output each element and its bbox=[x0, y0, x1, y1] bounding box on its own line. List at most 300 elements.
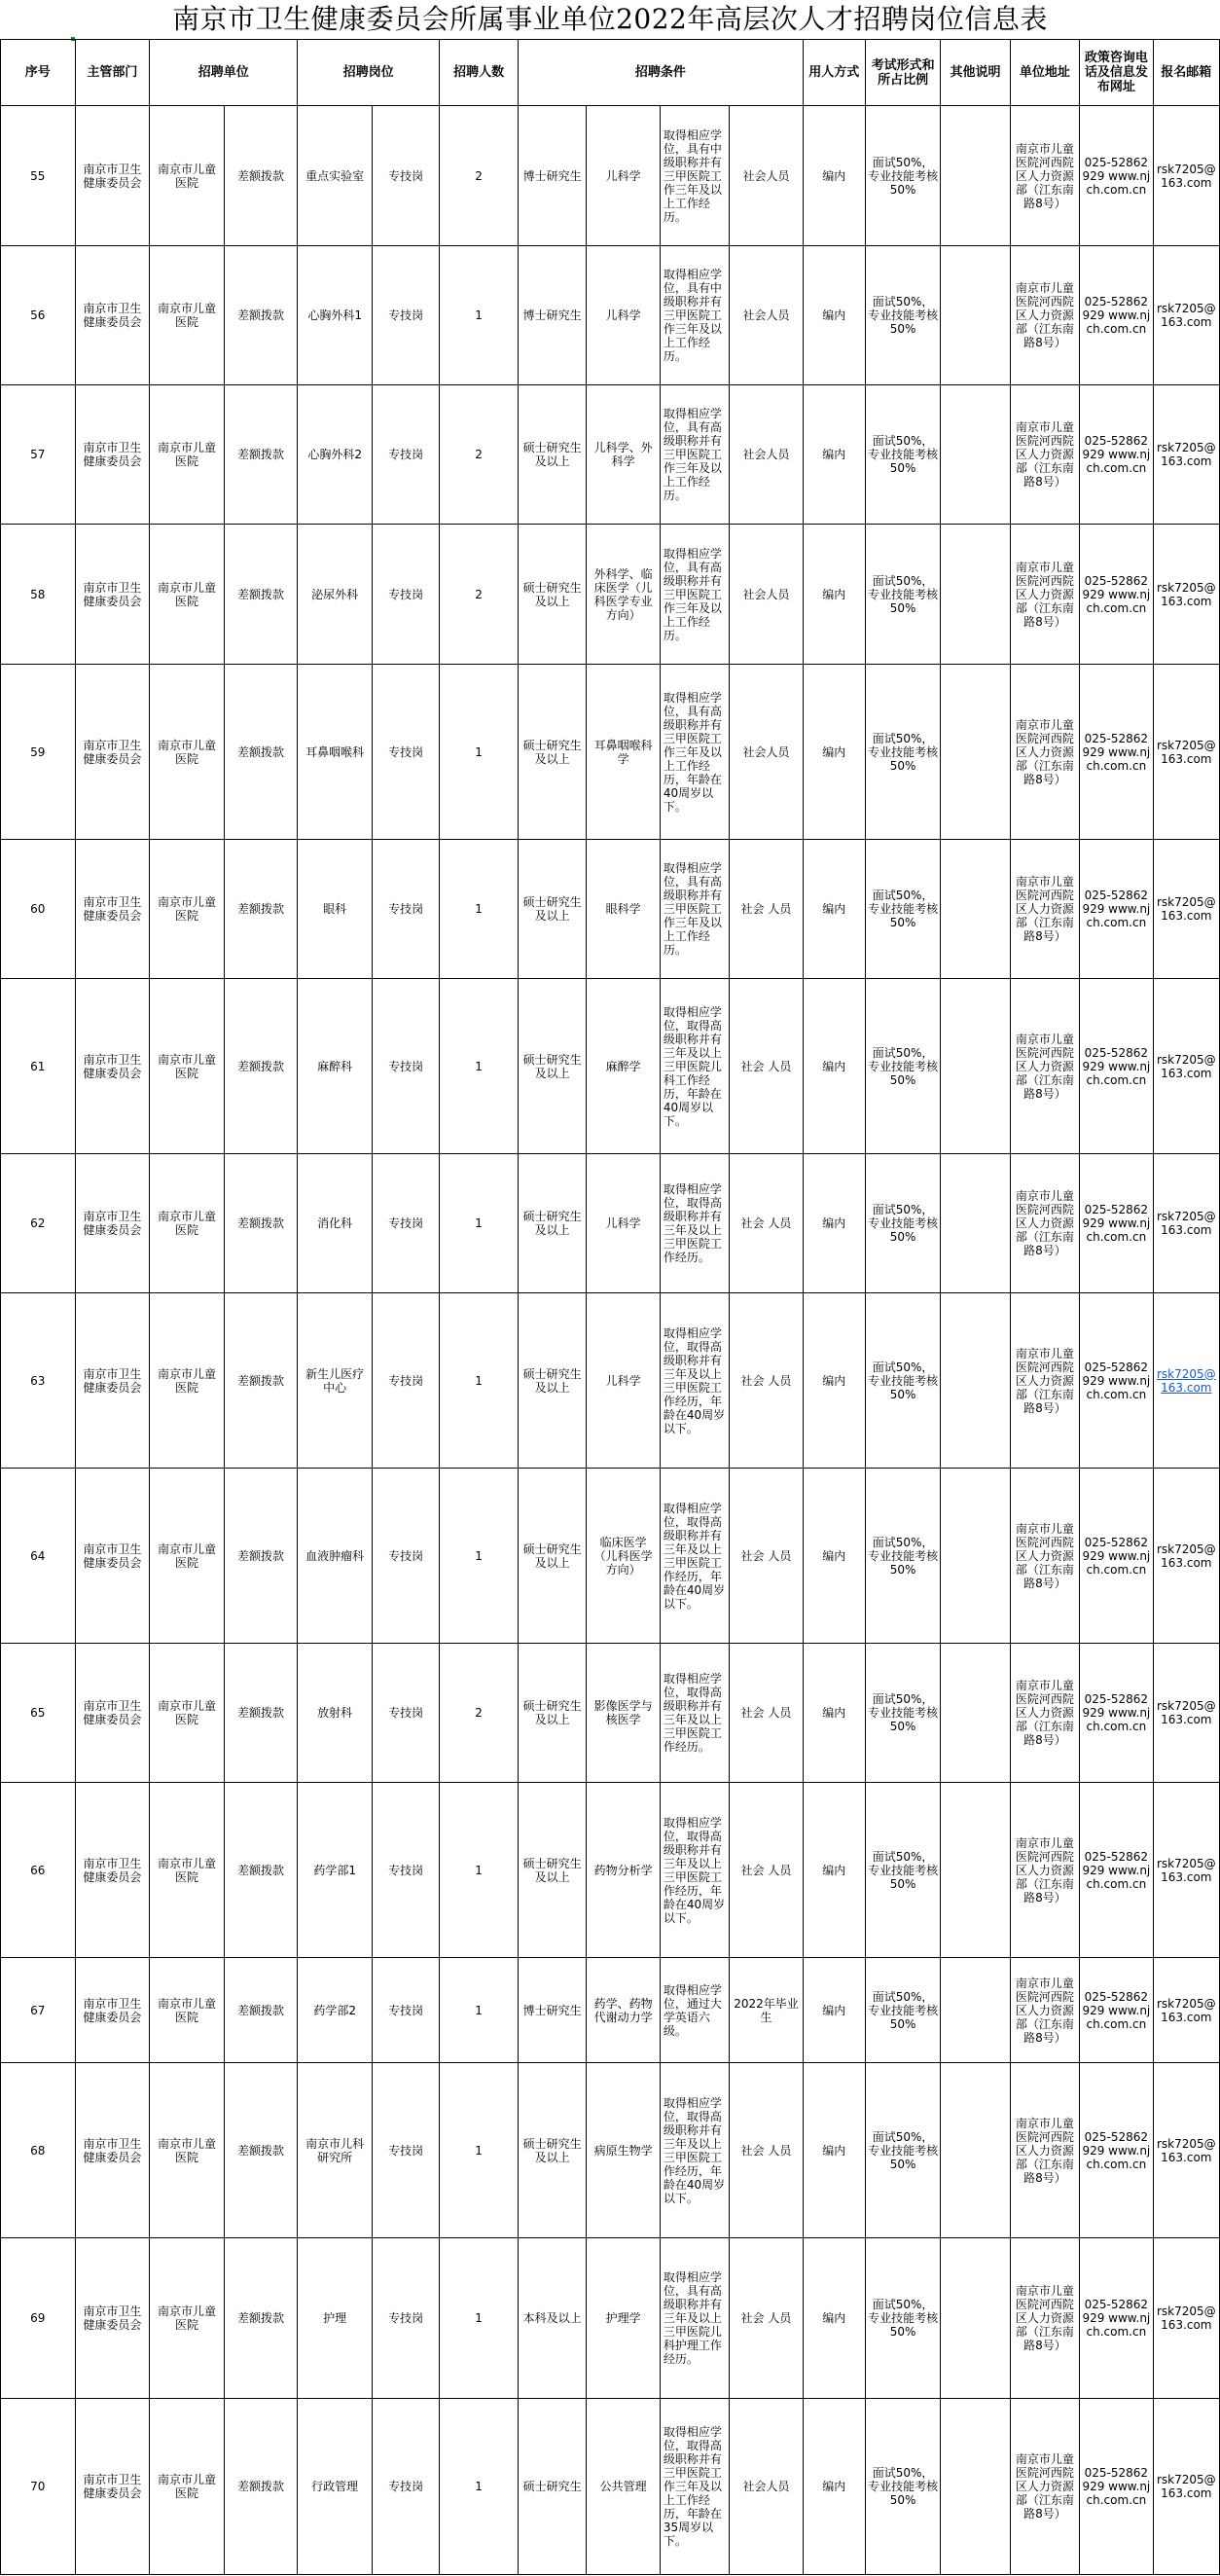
cell-target: 社会 人员 bbox=[730, 1293, 804, 1469]
cell-position: 心胸外科1 bbox=[298, 246, 373, 385]
cell-address: 南京市儿童医院河西院区人力资源部（江东南路8号） bbox=[1010, 1293, 1079, 1469]
header-email: 报名邮箱 bbox=[1153, 40, 1219, 106]
cell-dept: 南京市卫生健康委员会 bbox=[75, 106, 150, 246]
cell-position-type: 专技岗 bbox=[372, 1958, 439, 2063]
cell-education: 硕士研究生及以上 bbox=[519, 840, 587, 979]
cell-count: 2 bbox=[440, 1644, 519, 1783]
cell-address: 南京市儿童医院河西院区人力资源部（江东南路8号） bbox=[1010, 1469, 1079, 1644]
cell-dept: 南京市卫生健康委员会 bbox=[75, 1469, 150, 1644]
cell-education: 硕士研究生及以上 bbox=[519, 665, 587, 840]
cell-notes bbox=[941, 1154, 1010, 1293]
cell-position: 消化科 bbox=[298, 1154, 373, 1293]
cell-unit: 南京市儿童医院 bbox=[150, 385, 225, 525]
cell-funding: 差额拨款 bbox=[224, 2399, 298, 2575]
cell-target: 社会人员 bbox=[730, 525, 804, 665]
cell-education: 博士研究生 bbox=[519, 106, 587, 246]
cell-exam: 面试50%，专业技能考核50% bbox=[865, 1469, 941, 1644]
cell-method: 编内 bbox=[803, 385, 865, 525]
cell-major: 影像医学与核医学 bbox=[587, 1644, 661, 1783]
cell-contact: 025-52862929 www.njch.com.cn bbox=[1080, 246, 1154, 385]
cell-requirement: 取得相应学位，具有中级职称并有三甲医院工作三年及以上工作经历。 bbox=[660, 106, 729, 246]
cell-contact: 025-52862929 www.njch.com.cn bbox=[1080, 1154, 1154, 1293]
cell-contact: 025-52862929 www.njch.com.cn bbox=[1080, 979, 1154, 1154]
cell-target: 社会人员 bbox=[730, 665, 804, 840]
cell-requirement: 取得相应学位，取得高级职称并有三年及以上三甲医院工作经历，年龄在40周岁以下。 bbox=[660, 2063, 729, 2238]
cell-address: 南京市儿童医院河西院区人力资源部（江东南路8号） bbox=[1010, 385, 1079, 525]
table-row bbox=[1, 1469, 1220, 1644]
cell-email: rsk7205@163.com bbox=[1153, 1154, 1219, 1293]
cell-funding: 差额拨款 bbox=[224, 525, 298, 665]
cell-position: 药学部2 bbox=[298, 1958, 373, 2063]
cell-dept: 南京市卫生健康委员会 bbox=[75, 1154, 150, 1293]
cell-funding: 差额拨款 bbox=[224, 246, 298, 385]
cell-target: 社会 人员 bbox=[730, 2238, 804, 2399]
cell-dept: 南京市卫生健康委员会 bbox=[75, 979, 150, 1154]
cell-dept: 南京市卫生健康委员会 bbox=[75, 525, 150, 665]
cell-position: 重点实验室 bbox=[298, 106, 373, 246]
cell-method: 编内 bbox=[803, 2238, 865, 2399]
cell-position: 放射科 bbox=[298, 1644, 373, 1783]
cell-seq: 67 bbox=[1, 1958, 76, 2063]
cell-target: 社会 人员 bbox=[730, 2063, 804, 2238]
cell-address: 南京市儿童医院河西院区人力资源部（江东南路8号） bbox=[1010, 1154, 1079, 1293]
cell-unit: 南京市儿童医院 bbox=[150, 665, 225, 840]
cell-method: 编内 bbox=[803, 1783, 865, 1958]
cell-funding: 差额拨款 bbox=[224, 1783, 298, 1958]
cell-target: 社会人员 bbox=[730, 246, 804, 385]
cell-position-type: 专技岗 bbox=[372, 1293, 439, 1469]
cell-email: rsk7205@163.com bbox=[1153, 2399, 1219, 2575]
cell-exam: 面试50%，专业技能考核50% bbox=[865, 2238, 941, 2399]
cell-target: 社会 人员 bbox=[730, 1154, 804, 1293]
cell-address: 南京市儿童医院河西院区人力资源部（江东南路8号） bbox=[1010, 1958, 1079, 2063]
cell-funding: 差额拨款 bbox=[224, 385, 298, 525]
cell-seq: 58 bbox=[1, 525, 76, 665]
cell-method: 编内 bbox=[803, 1469, 865, 1644]
cell-seq: 57 bbox=[1, 385, 76, 525]
cell-seq: 59 bbox=[1, 665, 76, 840]
cell-email: rsk7205@163.com bbox=[1153, 2238, 1219, 2399]
cell-seq: 64 bbox=[1, 1469, 76, 1644]
cell-contact: 025-52862929 www.njch.com.cn bbox=[1080, 525, 1154, 665]
cell-dept: 南京市卫生健康委员会 bbox=[75, 1783, 150, 1958]
cell-email: rsk7205@163.com bbox=[1153, 106, 1219, 246]
cell-method: 编内 bbox=[803, 525, 865, 665]
header-exam: 考试形式和所占比例 bbox=[865, 40, 941, 106]
cell-position: 护理 bbox=[298, 2238, 373, 2399]
table-row bbox=[1, 1783, 1220, 1958]
cell-requirement: 取得相应学位，取得高级职称并有三年及以上三甲医院工作经历。 bbox=[660, 1644, 729, 1783]
table-row bbox=[1, 1958, 1220, 2063]
cell-count: 1 bbox=[440, 2399, 519, 2575]
cell-count: 1 bbox=[440, 665, 519, 840]
cell-unit: 南京市儿童医院 bbox=[150, 979, 225, 1154]
email-link[interactable]: rsk7205@163.com bbox=[1156, 1366, 1216, 1395]
cell-seq: 65 bbox=[1, 1644, 76, 1783]
cell-target: 2022年毕业生 bbox=[730, 1958, 804, 2063]
cell-notes bbox=[941, 979, 1010, 1154]
cell-education: 硕士研究生及以上 bbox=[519, 979, 587, 1154]
cell-dept: 南京市卫生健康委员会 bbox=[75, 2399, 150, 2575]
cell-exam: 面试50%，专业技能考核50% bbox=[865, 840, 941, 979]
cell-requirement: 取得相应学位，具有中级职称并有三甲医院工作三年及以上工作经历。 bbox=[660, 246, 729, 385]
cell-seq: 60 bbox=[1, 840, 76, 979]
cell-count: 1 bbox=[440, 840, 519, 979]
cell-dept: 南京市卫生健康委员会 bbox=[75, 1958, 150, 2063]
table-row bbox=[1, 106, 1220, 246]
cell-position: 行政管理 bbox=[298, 2399, 373, 2575]
cell-education: 博士研究生 bbox=[519, 1958, 587, 2063]
cell-position: 耳鼻咽喉科 bbox=[298, 665, 373, 840]
cell-address: 南京市儿童医院河西院区人力资源部（江东南路8号） bbox=[1010, 525, 1079, 665]
cell-unit: 南京市儿童医院 bbox=[150, 1469, 225, 1644]
cell-dept: 南京市卫生健康委员会 bbox=[75, 2238, 150, 2399]
cell-exam: 面试50%，专业技能考核50% bbox=[865, 385, 941, 525]
cell-requirement: 取得相应学位，取得高级职称并有三年及以上三甲医院工作经历，年龄在40周岁以下。 bbox=[660, 1293, 729, 1469]
cell-contact: 025-52862929 www.njch.com.cn bbox=[1080, 2399, 1154, 2575]
cell-position-type: 专技岗 bbox=[372, 106, 439, 246]
cell-dept: 南京市卫生健康委员会 bbox=[75, 665, 150, 840]
cell-funding: 差额拨款 bbox=[224, 106, 298, 246]
cell-dept: 南京市卫生健康委员会 bbox=[75, 2063, 150, 2238]
cell-address: 南京市儿童医院河西院区人力资源部（江东南路8号） bbox=[1010, 979, 1079, 1154]
cell-notes bbox=[941, 840, 1010, 979]
cell-target: 社会 人员 bbox=[730, 1469, 804, 1644]
cell-exam: 面试50%，专业技能考核50% bbox=[865, 1293, 941, 1469]
cell-notes bbox=[941, 106, 1010, 246]
cell-count: 1 bbox=[440, 246, 519, 385]
cell-dept: 南京市卫生健康委员会 bbox=[75, 385, 150, 525]
cell-major: 公共管理 bbox=[587, 2399, 661, 2575]
cell-notes bbox=[941, 2399, 1010, 2575]
table-row bbox=[1, 2063, 1220, 2238]
cell-requirement: 取得相应学位，取得高级职称并有三年及以上三甲医院工作经历，年龄在40周岁以下。 bbox=[660, 1783, 729, 1958]
cell-address: 南京市儿童医院河西院区人力资源部（江东南路8号） bbox=[1010, 106, 1079, 246]
cell-notes bbox=[941, 385, 1010, 525]
cell-notes bbox=[941, 2238, 1010, 2399]
header-contact: 政策咨询电话及信息发布网址 bbox=[1080, 40, 1154, 106]
cell-contact: 025-52862929 www.njch.com.cn bbox=[1080, 1469, 1154, 1644]
cell-address: 南京市儿童医院河西院区人力资源部（江东南路8号） bbox=[1010, 840, 1079, 979]
cell-method: 编内 bbox=[803, 840, 865, 979]
cell-unit: 南京市儿童医院 bbox=[150, 1293, 225, 1469]
cell-position-type: 专技岗 bbox=[372, 979, 439, 1154]
table-row bbox=[1, 665, 1220, 840]
cell-position: 心胸外科2 bbox=[298, 385, 373, 525]
cell-education: 硕士研究生及以上 bbox=[519, 1783, 587, 1958]
cell-method: 编内 bbox=[803, 246, 865, 385]
cell-major: 药物分析学 bbox=[587, 1783, 661, 1958]
cell-notes bbox=[941, 1644, 1010, 1783]
cell-target: 社会 人员 bbox=[730, 979, 804, 1154]
cell-exam: 面试50%，专业技能考核50% bbox=[865, 979, 941, 1154]
cell-position-type: 专技岗 bbox=[372, 2063, 439, 2238]
cell-dept: 南京市卫生健康委员会 bbox=[75, 840, 150, 979]
cell-count: 1 bbox=[440, 1958, 519, 2063]
table-row bbox=[1, 979, 1220, 1154]
cell-contact: 025-52862929 www.njch.com.cn bbox=[1080, 1293, 1154, 1469]
cell-target: 社会 人员 bbox=[730, 1644, 804, 1783]
cell-target: 社会 人员 bbox=[730, 840, 804, 979]
cell-target: 社会人员 bbox=[730, 2399, 804, 2575]
cell-dept: 南京市卫生健康委员会 bbox=[75, 1293, 150, 1469]
cell-exam: 面试50%，专业技能考核50% bbox=[865, 2399, 941, 2575]
cell-seq: 55 bbox=[1, 106, 76, 246]
cell-method: 编内 bbox=[803, 2063, 865, 2238]
cell-email bbox=[1153, 1293, 1219, 1469]
cell-address: 南京市儿童医院河西院区人力资源部（江东南路8号） bbox=[1010, 665, 1079, 840]
cell-position: 麻醉科 bbox=[298, 979, 373, 1154]
document-title: 南京市卫生健康委员会所属事业单位2022年高层次人才招聘岗位信息表 bbox=[172, 3, 1048, 35]
header-unit: 招聘单位 bbox=[150, 40, 298, 106]
cell-position: 南京市儿科研究所 bbox=[298, 2063, 373, 2238]
cell-seq: 66 bbox=[1, 1783, 76, 1958]
cell-exam: 面试50%，专业技能考核50% bbox=[865, 1154, 941, 1293]
cell-unit: 南京市儿童医院 bbox=[150, 1154, 225, 1293]
cell-exam: 面试50%，专业技能考核50% bbox=[865, 1783, 941, 1958]
table-row bbox=[1, 1293, 1220, 1469]
cell-education: 硕士研究生及以上 bbox=[519, 525, 587, 665]
cell-address: 南京市儿童医院河西院区人力资源部（江东南路8号） bbox=[1010, 2063, 1079, 2238]
cell-position: 新生儿医疗中心 bbox=[298, 1293, 373, 1469]
cell-email: rsk7205@163.com bbox=[1153, 2063, 1219, 2238]
cell-requirement: 取得相应学位，取得高级职称并有三年及以上三甲医院工作经历，年龄在40周岁以下。 bbox=[660, 1469, 729, 1644]
header-notes: 其他说明 bbox=[941, 40, 1010, 106]
cell-email: rsk7205@163.com bbox=[1153, 1783, 1219, 1958]
cell-address: 南京市儿童医院河西院区人力资源部（江东南路8号） bbox=[1010, 246, 1079, 385]
cell-major: 临床医学（儿科医学方向） bbox=[587, 1469, 661, 1644]
cell-funding: 差额拨款 bbox=[224, 1644, 298, 1783]
cell-count: 1 bbox=[440, 1469, 519, 1644]
cell-method: 编内 bbox=[803, 1958, 865, 2063]
cell-unit: 南京市儿童医院 bbox=[150, 246, 225, 385]
table-row bbox=[1, 2238, 1220, 2399]
cell-requirement: 取得相应学位，取得高级职称并有三甲医院工作三年及以上工作经历，年龄在35周岁以下。 bbox=[660, 2399, 729, 2575]
cell-requirement: 取得相应学位，取得高级职称并有三年及以上三甲医院儿科工作经历，年龄在40周岁以下。 bbox=[660, 979, 729, 1154]
cell-email: rsk7205@163.com bbox=[1153, 1644, 1219, 1783]
cell-dept: 南京市卫生健康委员会 bbox=[75, 246, 150, 385]
cell-email: rsk7205@163.com bbox=[1153, 979, 1219, 1154]
cell-funding: 差额拨款 bbox=[224, 2063, 298, 2238]
cell-count: 2 bbox=[440, 106, 519, 246]
cell-major: 儿科学 bbox=[587, 1154, 661, 1293]
cell-requirement: 取得相应学位，取得高级职称并有三年及以上三甲医院工作经历。 bbox=[660, 1154, 729, 1293]
cell-position: 泌尿外科 bbox=[298, 525, 373, 665]
cell-major: 儿科学、外科学 bbox=[587, 385, 661, 525]
cell-notes bbox=[941, 1293, 1010, 1469]
cell-education: 硕士研究生及以上 bbox=[519, 385, 587, 525]
cell-education: 博士研究生 bbox=[519, 246, 587, 385]
cell-major: 儿科学 bbox=[587, 106, 661, 246]
cell-unit: 南京市儿童医院 bbox=[150, 1644, 225, 1783]
cell-education: 硕士研究生及以上 bbox=[519, 2063, 587, 2238]
cell-dept: 南京市卫生健康委员会 bbox=[75, 1644, 150, 1783]
cell-unit: 南京市儿童医院 bbox=[150, 1783, 225, 1958]
cell-address: 南京市儿童医院河西院区人力资源部（江东南路8号） bbox=[1010, 1644, 1079, 1783]
cell-unit: 南京市儿童医院 bbox=[150, 840, 225, 979]
cell-target: 社会人员 bbox=[730, 106, 804, 246]
cell-position: 眼科 bbox=[298, 840, 373, 979]
cell-email: rsk7205@163.com bbox=[1153, 1469, 1219, 1644]
cell-seq: 68 bbox=[1, 2063, 76, 2238]
cell-funding: 差额拨款 bbox=[224, 665, 298, 840]
cell-education: 硕士研究生 bbox=[519, 2399, 587, 2575]
table-row bbox=[1, 246, 1220, 385]
header-count: 招聘人数 bbox=[440, 40, 519, 106]
cell-address: 南京市儿童医院河西院区人力资源部（江东南路8号） bbox=[1010, 1783, 1079, 1958]
cell-seq: 62 bbox=[1, 1154, 76, 1293]
cell-email: rsk7205@163.com bbox=[1153, 385, 1219, 525]
cell-exam: 面试50%，专业技能考核50% bbox=[865, 106, 941, 246]
cell-funding: 差额拨款 bbox=[224, 840, 298, 979]
cell-contact: 025-52862929 www.njch.com.cn bbox=[1080, 385, 1154, 525]
cell-target: 社会人员 bbox=[730, 385, 804, 525]
recruitment-table bbox=[0, 39, 1220, 2575]
cell-notes bbox=[941, 2063, 1010, 2238]
header-address: 单位地址 bbox=[1010, 40, 1079, 106]
cell-requirement: 取得相应学位，具有高级职称并有三甲医院工作三年及以上工作经历。 bbox=[660, 525, 729, 665]
cell-major: 儿科学 bbox=[587, 246, 661, 385]
cell-unit: 南京市儿童医院 bbox=[150, 2399, 225, 2575]
cell-address: 南京市儿童医院河西院区人力资源部（江东南路8号） bbox=[1010, 2399, 1079, 2575]
cell-major: 病原生物学 bbox=[587, 2063, 661, 2238]
cell-funding: 差额拨款 bbox=[224, 979, 298, 1154]
cell-unit: 南京市儿童医院 bbox=[150, 2063, 225, 2238]
cell-method: 编内 bbox=[803, 665, 865, 840]
cell-unit: 南京市儿童医院 bbox=[150, 106, 225, 246]
header-method: 用人方式 bbox=[803, 40, 865, 106]
header-row bbox=[1, 40, 1220, 106]
table-row bbox=[1, 1644, 1220, 1783]
cell-position-type: 专技岗 bbox=[372, 665, 439, 840]
header-position: 招聘岗位 bbox=[298, 40, 440, 106]
cell-requirement: 取得相应学位，具有高级职称并有三甲医院工作三年及以上工作经历。 bbox=[660, 385, 729, 525]
cell-contact: 025-52862929 www.njch.com.cn bbox=[1080, 840, 1154, 979]
cell-exam: 面试50%，专业技能考核50% bbox=[865, 1958, 941, 2063]
cell-contact: 025-52862929 www.njch.com.cn bbox=[1080, 1644, 1154, 1783]
cell-seq: 70 bbox=[1, 2399, 76, 2575]
cell-notes bbox=[941, 1783, 1010, 1958]
cell-exam: 面试50%，专业技能考核50% bbox=[865, 525, 941, 665]
cell-position-type: 专技岗 bbox=[372, 1154, 439, 1293]
cell-requirement: 取得相应学位，具有高级职称并有三甲医院工作三年及以上工作经历。 bbox=[660, 840, 729, 979]
cell-count: 2 bbox=[440, 525, 519, 665]
cell-seq: 61 bbox=[1, 979, 76, 1154]
cell-position-type: 专技岗 bbox=[372, 2238, 439, 2399]
cell-position-type: 专技岗 bbox=[372, 246, 439, 385]
cell-count: 1 bbox=[440, 1783, 519, 1958]
table-row bbox=[1, 1154, 1220, 1293]
table-row bbox=[1, 840, 1220, 979]
cell-position-type: 专技岗 bbox=[372, 840, 439, 979]
cell-exam: 面试50%，专业技能考核50% bbox=[865, 2063, 941, 2238]
cell-position-type: 专技岗 bbox=[372, 525, 439, 665]
cell-seq: 69 bbox=[1, 2238, 76, 2399]
cell-address: 南京市儿童医院河西院区人力资源部（江东南路8号） bbox=[1010, 2238, 1079, 2399]
cell-contact: 025-52862929 www.njch.com.cn bbox=[1080, 106, 1154, 246]
cell-funding: 差额拨款 bbox=[224, 1469, 298, 1644]
cell-position-type: 专技岗 bbox=[372, 1783, 439, 1958]
cell-count: 1 bbox=[440, 2063, 519, 2238]
cell-education: 硕士研究生及以上 bbox=[519, 1469, 587, 1644]
cell-seq: 56 bbox=[1, 246, 76, 385]
cell-notes bbox=[941, 665, 1010, 840]
cell-unit: 南京市儿童医院 bbox=[150, 2238, 225, 2399]
cell-funding: 差额拨款 bbox=[224, 2238, 298, 2399]
cell-education: 硕士研究生及以上 bbox=[519, 1293, 587, 1469]
cell-requirement: 取得相应学位，通过大学英语六级。 bbox=[660, 1958, 729, 2063]
cell-count: 1 bbox=[440, 1293, 519, 1469]
table-body bbox=[1, 106, 1220, 2575]
cell-method: 编内 bbox=[803, 979, 865, 1154]
cell-email: rsk7205@163.com bbox=[1153, 246, 1219, 385]
cell-position-type: 专技岗 bbox=[372, 2399, 439, 2575]
cell-contact: 025-52862929 www.njch.com.cn bbox=[1080, 665, 1154, 840]
cell-notes bbox=[941, 1469, 1010, 1644]
cell-contact: 025-52862929 www.njch.com.cn bbox=[1080, 2238, 1154, 2399]
cell-exam: 面试50%，专业技能考核50% bbox=[865, 1644, 941, 1783]
cell-exam: 面试50%，专业技能考核50% bbox=[865, 665, 941, 840]
cell-exam: 面试50%，专业技能考核50% bbox=[865, 246, 941, 385]
cell-major: 耳鼻咽喉科学 bbox=[587, 665, 661, 840]
cell-email: rsk7205@163.com bbox=[1153, 665, 1219, 840]
cell-unit: 南京市儿童医院 bbox=[150, 1958, 225, 2063]
cell-major: 儿科学 bbox=[587, 1293, 661, 1469]
header-dept: 主管部门 bbox=[75, 40, 150, 106]
cell-major: 眼科学 bbox=[587, 840, 661, 979]
cell-education: 本科及以上 bbox=[519, 2238, 587, 2399]
cell-education: 硕士研究生及以上 bbox=[519, 1644, 587, 1783]
cell-major: 麻醉学 bbox=[587, 979, 661, 1154]
cell-position-type: 专技岗 bbox=[372, 1644, 439, 1783]
cell-seq: 63 bbox=[1, 1293, 76, 1469]
table-row bbox=[1, 385, 1220, 525]
cell-unit: 南京市儿童医院 bbox=[150, 525, 225, 665]
cell-count: 1 bbox=[440, 2238, 519, 2399]
cell-funding: 差额拨款 bbox=[224, 1958, 298, 2063]
cell-contact: 025-52862929 www.njch.com.cn bbox=[1080, 1783, 1154, 1958]
cell-major: 外科学、临床医学（儿科医学专业方向） bbox=[587, 525, 661, 665]
cell-count: 1 bbox=[440, 979, 519, 1154]
cell-position: 药学部1 bbox=[298, 1783, 373, 1958]
cell-method: 编内 bbox=[803, 1644, 865, 1783]
cell-email: rsk7205@163.com bbox=[1153, 525, 1219, 665]
header-seq: 序号 bbox=[1, 40, 76, 106]
cell-method: 编内 bbox=[803, 2399, 865, 2575]
cell-position: 血液肿瘤科 bbox=[298, 1469, 373, 1644]
cell-requirement: 取得相应学位，具有高级职称并有三甲医院工作三年及以上工作经历，年龄在40周岁以下。 bbox=[660, 665, 729, 840]
cell-target: 社会 人员 bbox=[730, 1783, 804, 1958]
cell-count: 2 bbox=[440, 385, 519, 525]
cell-method: 编内 bbox=[803, 106, 865, 246]
cell-method: 编内 bbox=[803, 1293, 865, 1469]
cell-notes bbox=[941, 1958, 1010, 2063]
cell-count: 1 bbox=[440, 1154, 519, 1293]
cell-position-type: 专技岗 bbox=[372, 1469, 439, 1644]
table-row bbox=[1, 525, 1220, 665]
table-row bbox=[1, 2399, 1220, 2575]
cell-education: 硕士研究生及以上 bbox=[519, 1154, 587, 1293]
cell-funding: 差额拨款 bbox=[224, 1154, 298, 1293]
cell-notes bbox=[941, 246, 1010, 385]
cell-notes bbox=[941, 525, 1010, 665]
cell-email: rsk7205@163.com bbox=[1153, 840, 1219, 979]
cell-email: rsk7205@163.com bbox=[1153, 1958, 1219, 2063]
header-conditions: 招聘条件 bbox=[519, 40, 804, 106]
cell-contact: 025-52862929 www.njch.com.cn bbox=[1080, 2063, 1154, 2238]
cell-contact: 025-52862929 www.njch.com.cn bbox=[1080, 1958, 1154, 2063]
cell-funding: 差额拨款 bbox=[224, 1293, 298, 1469]
